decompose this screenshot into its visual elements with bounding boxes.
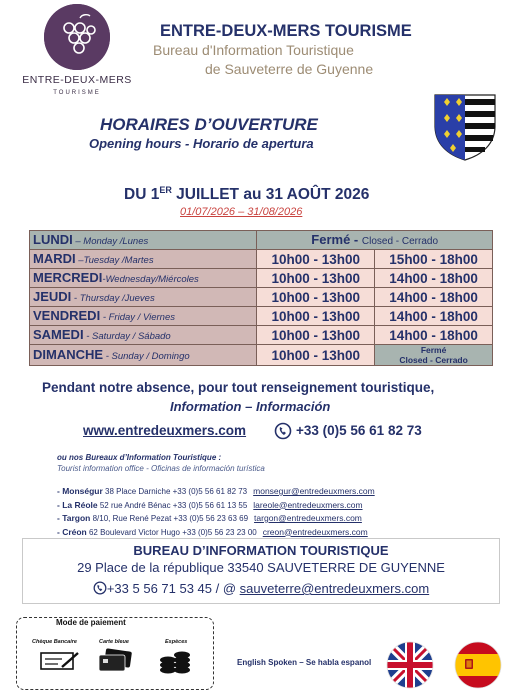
spain-flag-icon [454, 641, 502, 689]
bureau-address: 29 Place de la république 33540 SAUVETERRE DE GUYENNE [77, 560, 445, 575]
page-title: ENTRE-DEUX-MERS TOURISME [160, 22, 412, 40]
morning-hours: 10h00 - 13h00 [257, 288, 375, 307]
phone-number[interactable]: +33 (0)5 56 61 82 73 [296, 423, 422, 438]
schedule-row-thursday [30, 288, 493, 307]
period-dates: 01/07/2026 – 31/08/2026 [180, 206, 303, 218]
coat-of-arms-icon [432, 92, 498, 162]
morning-hours: 10h00 - 13h00 [257, 250, 375, 269]
languages-spoken: English Spoken – Se habla espanol [237, 658, 372, 667]
payment-card-label: Carte bleue [99, 639, 129, 645]
logo-subtext: TOURISME [53, 90, 101, 96]
schedule-row-wednesday [30, 269, 493, 288]
office-email[interactable]: monsegur@entredeuxmers.com [253, 486, 375, 496]
day-cell: MARDI –Tuesday /Martes [30, 250, 257, 269]
schedule-row-monday [30, 231, 493, 250]
schedule-row-sunday [30, 345, 493, 366]
uk-flag-icon [386, 641, 434, 689]
schedule-table [29, 230, 493, 366]
day-cell: VENDREDI - Friday / Viernes [30, 307, 257, 326]
payment-title: Mode de paiement [56, 618, 126, 627]
opening-hours-title: HORAIRES D’OUVERTURE [100, 115, 318, 134]
office-name-line1: Bureau d'Information Touristique [153, 42, 354, 58]
office-targon: - Targon 8/10, Rue René Pezat +33 (0)5 56 23 63 69 targon@entredeuxmers.com [57, 513, 362, 523]
schedule-row-tuesday [30, 250, 493, 269]
schedule-row-saturday [30, 326, 493, 345]
office-monsegur: - Monségur 38 Place Darniche +33 (0)5 56 61 82 73 monsegur@entredeuxmers.com [57, 486, 375, 496]
schedule-row-friday [30, 307, 493, 326]
opening-hours-subtitle: Opening hours - Horario de apertura [89, 136, 314, 151]
day-cell: SAMEDI - Saturday / Sábado [30, 326, 257, 345]
credit-card-icon [95, 648, 135, 674]
cheque-icon [40, 650, 80, 674]
afternoon-hours: 14h00 - 18h00 [375, 307, 493, 326]
payment-cheque-label: Chèque Bancaire [32, 639, 77, 645]
phone-icon [274, 422, 292, 440]
office-email[interactable]: creon@entredeuxmers.com [262, 526, 368, 537]
website-link[interactable]: www.entredeuxmers.com [83, 423, 247, 438]
logo-text: ENTRE-DEUX-MERS [22, 74, 132, 86]
day-cell: JEUDI - Thursday /Jueves [30, 288, 257, 307]
logo-emblem [44, 4, 110, 70]
office-name-line2: de Sauveterre de Guyenne [205, 61, 374, 77]
coins-icon [158, 648, 192, 676]
morning-hours: 10h00 - 13h00 [257, 307, 375, 326]
absence-subtext: Information – Información [170, 399, 331, 414]
bureau-phone[interactable]: +33 5 56 71 53 45 / @ [106, 581, 240, 596]
afternoon-hours: 14h00 - 18h00 [375, 288, 493, 307]
offices-intro-sub: Tourist information office - Oficinas de información turística [57, 464, 265, 473]
office-email[interactable]: targon@entredeuxmers.com [254, 513, 362, 523]
offices-list [57, 485, 375, 539]
closed-cell: Fermé Closed - Cerrado [375, 345, 493, 366]
closed-cell: Fermé - Closed - Cerrado [257, 231, 493, 250]
bureau-contact [22, 581, 500, 596]
afternoon-hours: 15h00 - 18h00 [375, 250, 493, 269]
office-email[interactable]: lareole@entredeuxmers.com [253, 499, 363, 510]
phone-icon [93, 581, 107, 595]
morning-hours: 10h00 - 13h00 [257, 269, 375, 288]
office-creon: - Créon 62 Boulevard Victor Hugo +33 (0)5 56 23 23 00 creon@entredeuxmers.com [57, 526, 368, 537]
office-la-reole: - La Réole 52 rue André Bénac +33 (0)5 56 61 13 55 lareole@entredeuxmers.com [57, 499, 363, 510]
period-heading: DU 1ER JUILLET au 31 AOÛT 2026 [124, 185, 370, 203]
morning-hours: 10h00 - 13h00 [257, 345, 375, 366]
payment-cash-label: Espèces [165, 639, 188, 645]
afternoon-hours: 14h00 - 18h00 [375, 326, 493, 345]
day-cell: MERCREDI-Wednesday/Miércoles [30, 269, 257, 288]
day-cell: LUNDI – Monday /Lunes [30, 231, 257, 250]
bureau-title: BUREAU D’INFORMATION TOURISTIQUE [133, 543, 389, 558]
absence-text: Pendant notre absence, pour tout renseignement touristique, [42, 380, 435, 395]
morning-hours: 10h00 - 13h00 [257, 326, 375, 345]
bureau-email[interactable]: sauveterre@entredeuxmers.com [239, 581, 430, 596]
afternoon-hours: 14h00 - 18h00 [375, 269, 493, 288]
day-cell: DIMANCHE - Sunday / Domingo [30, 345, 257, 366]
offices-intro: ou nos Bureaux d’Information Touristique : [57, 453, 222, 462]
